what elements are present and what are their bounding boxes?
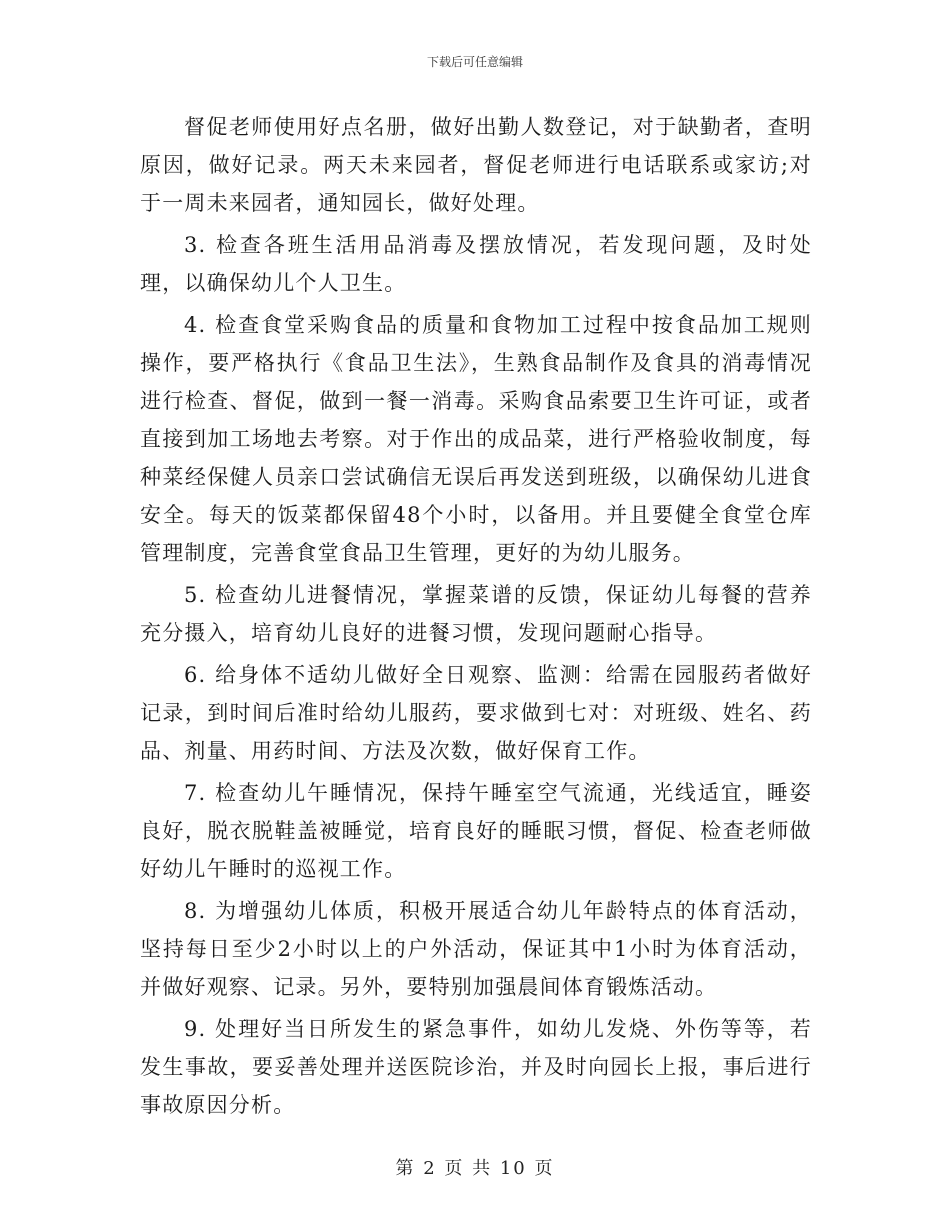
document-body <box>140 108 812 1128</box>
paragraph-item-6: 6. 给身体不适幼儿做好全日观察、监测：给需在园服药者做好记录，到时间后准时给幼儿服药，要求做到七对：对班级、姓名、药品、剂量、用药时间、方法及次数，做好保育工作。 <box>140 663 812 763</box>
paragraph-item-9: 9. 处理好当日所发生的紧急事件，如幼儿发烧、外伤等等，若发生事故，要妥善处理并送医院诊治，并及时向园长上报，事后进行事故原因分析。 <box>140 1017 812 1117</box>
paragraph-item-4: 4. 检查食堂采购食品的质量和食物加工过程中按食品加工规则操作，要严格执行《食品卫生法》，生熟食品制作及食具的消毒情况进行检查、督促，做到一餐一消毒。采购食品索要卫生许可证，或者直接到加工场地去考察。对于作出的成品菜，进行严格验收制度，每种菜经保健人员亲口尝试确信无误后再发送到班级，以确保幼儿进食安全。每天的饭菜都保留48个小时，以备用。并且要健全食堂仓库管理制度，完善食堂食品卫生管理，更好的为幼儿服务。 <box>140 313 812 565</box>
paragraph-attendance: 督促老师使用好点名册，做好出勤人数登记，对于缺勤者，查明原因，做好记录。两天未来园者，督促老师进行电话联系或家访;对于一周未来园者，通知园长，做好处理。 <box>140 115 812 215</box>
paragraph-item-8: 8. 为增强幼儿体质，积极开展适合幼儿年龄特点的体育活动，坚持每日至少2小时以上的户外活动，保证其中1小时为体育活动，并做好观察、记录。另外，要特别加强晨间体育锻炼活动。 <box>140 899 812 999</box>
paragraph-item-3: 3. 检查各班生活用品消毒及摆放情况，若发现问题，及时处理，以确保幼儿个人卫生。 <box>140 233 812 295</box>
paragraph-item-5: 5. 检查幼儿进餐情况，掌握菜谱的反馈，保证幼儿每餐的营养充分摄入，培育幼儿良好的进餐习惯，发现问题耐心指导。 <box>140 583 812 645</box>
page-number: 第 2 页 共 10 页 <box>395 1158 555 1179</box>
paragraph-item-7: 7. 检查幼儿午睡情况，保持午睡室空气流通，光线适宜，睡姿良好，脱衣脱鞋盖被睡觉，培育良好的睡眠习惯，督促、检查老师做好幼儿午睡时的巡视工作。 <box>140 781 812 881</box>
page-header: 下载后可任意编辑 <box>426 55 523 69</box>
